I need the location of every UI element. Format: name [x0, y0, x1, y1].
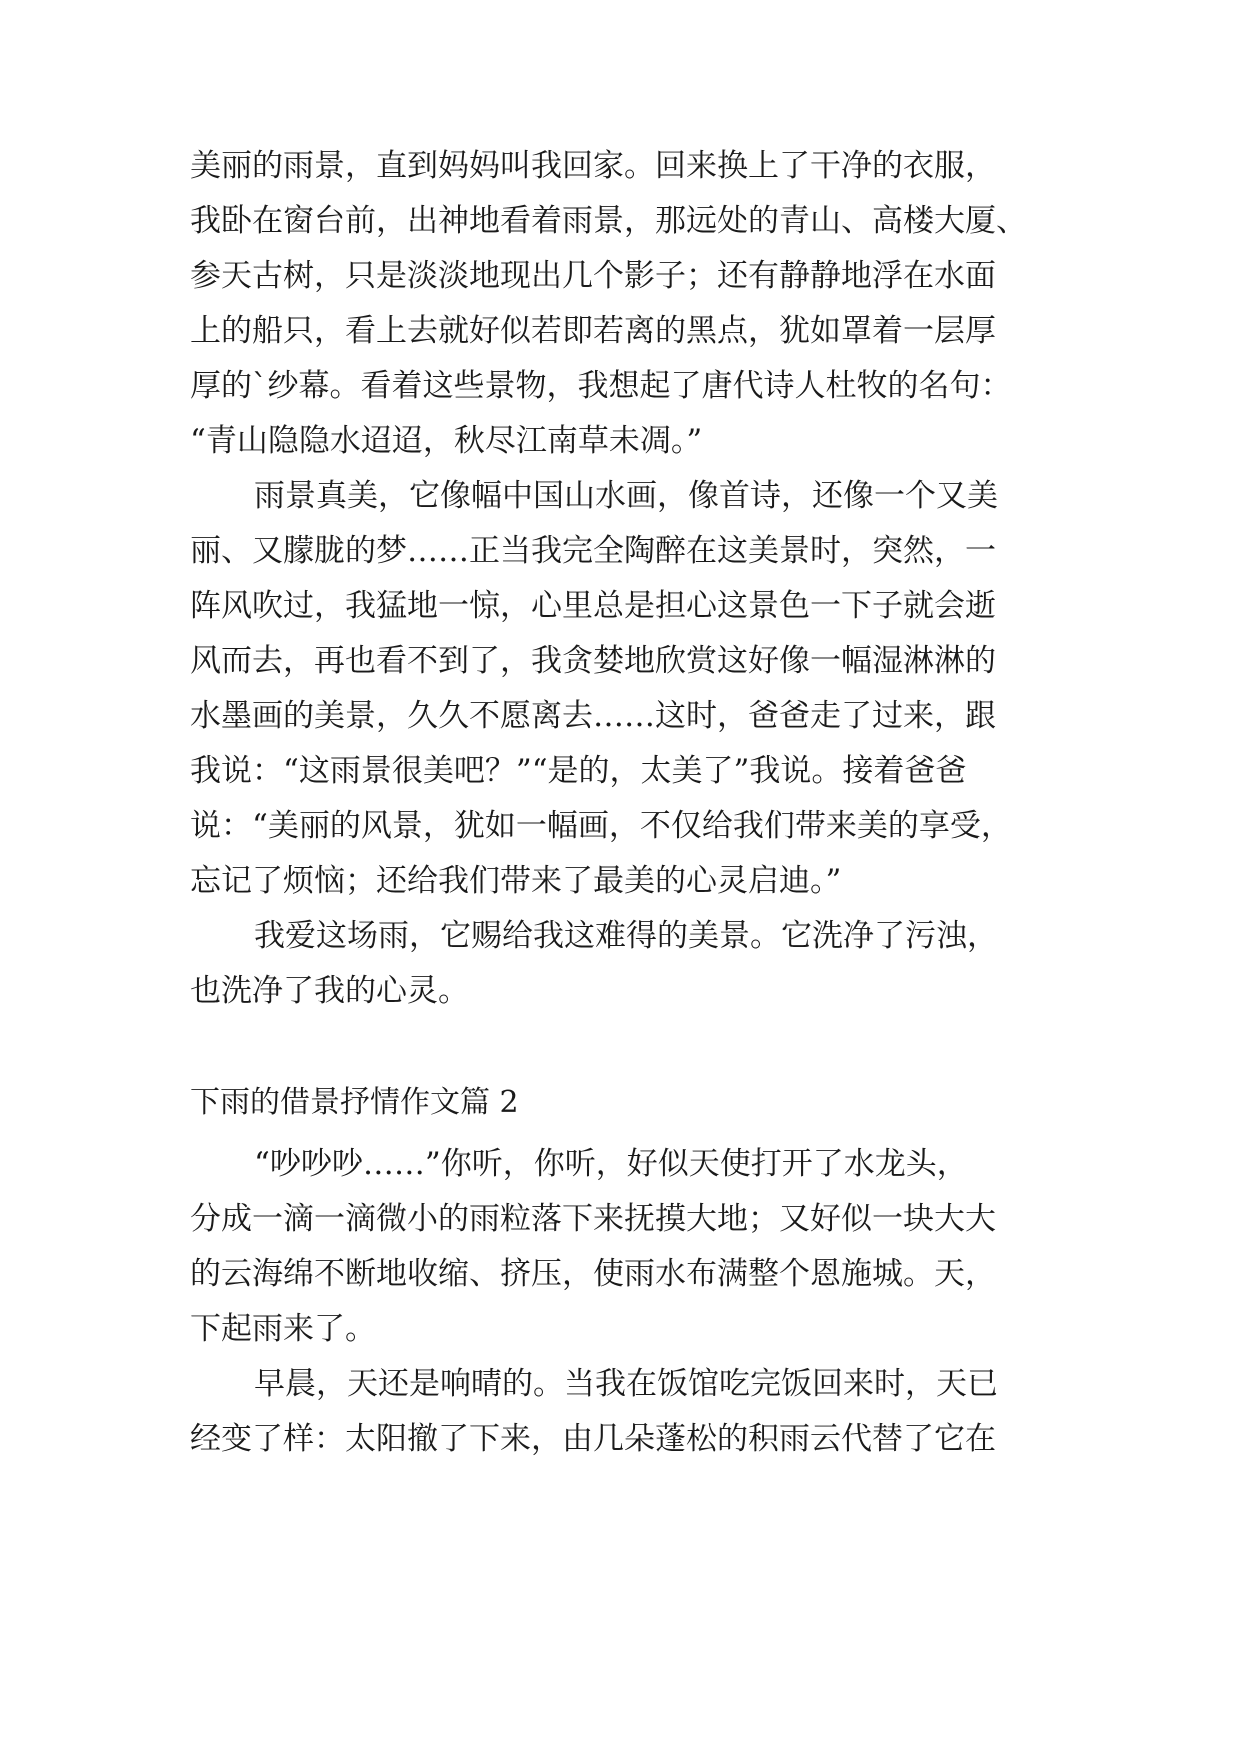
line-text: 经变了样：太阳撤了下来，由几朵蓬松的积雨云代替了它在 — [190, 1421, 996, 1457]
paragraph-line — [0, 135, 1241, 197]
line-text: 分成一滴一滴微小的雨粒落下来抚摸大地；又好似一块大大 — [190, 1201, 996, 1237]
line-text: 也洗净了我的心灵。 — [190, 973, 469, 1009]
section-heading — [0, 1072, 1241, 1134]
line-text: 上的船只，看上去就好似若即若离的黑点，犹如罩着一层厚 — [190, 313, 996, 349]
paragraph-line — [0, 520, 1241, 582]
line-text: 雨景真美，它像幅中国山水画，像首诗，还像一个又美 — [254, 478, 998, 514]
line-text: 参天古树，只是淡淡地现出几个影子；还有静静地浮在水面 — [190, 258, 996, 294]
paragraph-line — [0, 245, 1241, 307]
paragraph-line — [0, 575, 1241, 637]
paragraph-line — [0, 795, 1241, 857]
line-text: 的云海绵不断地收缩、挤压，使雨水布满整个恩施城。天， — [190, 1256, 996, 1292]
line-text: “吵吵吵……”你听，你听，好似天使打开了水龙头， — [254, 1146, 968, 1182]
line-text: 下起雨来了。 — [190, 1311, 376, 1347]
paragraph-line — [0, 355, 1241, 417]
heading-text: 下雨的借景抒情作文篇 2 — [190, 1085, 519, 1120]
line-text: 厚的`纱幕。看着这些景物，我想起了唐代诗人杜牧的名句： — [190, 368, 1012, 404]
paragraph-line — [0, 190, 1241, 252]
paragraph-line — [0, 685, 1241, 747]
paragraph-line — [0, 740, 1241, 802]
paragraph-line — [0, 1243, 1241, 1305]
line-text: 风而去，再也看不到了，我贪婪地欣赏这好像一幅湿淋淋的 — [190, 643, 996, 679]
line-text: 丽、又朦胧的梦……正当我完全陶醉在这美景时，突然，一 — [190, 533, 996, 569]
line-text: 说：“美丽的风景，犹如一幅画，不仅给我们带来美的享受， — [190, 808, 1012, 844]
paragraph-line — [0, 1188, 1241, 1250]
paragraph-line — [0, 630, 1241, 692]
paragraph-line — [0, 410, 1241, 472]
paragraph-line — [0, 1298, 1241, 1360]
line-text: 忘记了烦恼；还给我们带来了最美的心灵启迪。” — [190, 863, 842, 899]
paragraph-line — [0, 850, 1241, 912]
paragraph-line — [0, 300, 1241, 362]
line-text: 阵风吹过，我猛地一惊，心里总是担心这景色一下子就会逝 — [190, 588, 996, 624]
line-text: 我说：“这雨景很美吧？”“是的，太美了”我说。接着爸爸 — [190, 753, 967, 789]
line-text: 我爱这场雨，它赐给我这难得的美景。它洗净了污浊， — [254, 918, 998, 954]
paragraph-line — [0, 1353, 1241, 1415]
line-text: “青山隐隐水迢迢，秋尽江南草未凋。” — [190, 423, 703, 459]
paragraph-line — [0, 905, 1241, 967]
line-text: 早晨，天还是响晴的。当我在饭馆吃完饭回来时，天已 — [254, 1366, 998, 1402]
line-text: 水墨画的美景，久久不愿离去……这时，爸爸走了过来，跟 — [190, 698, 996, 734]
paragraph-line — [0, 960, 1241, 1022]
paragraph-line — [0, 1133, 1241, 1195]
line-text: 我卧在窗台前，出神地看着雨景，那远处的青山、高楼大厦、 — [190, 203, 1027, 239]
paragraph-line — [0, 1408, 1241, 1470]
line-text: 美丽的雨景，直到妈妈叫我回家。回来换上了干净的衣服， — [190, 148, 996, 184]
paragraph-line — [0, 465, 1241, 527]
